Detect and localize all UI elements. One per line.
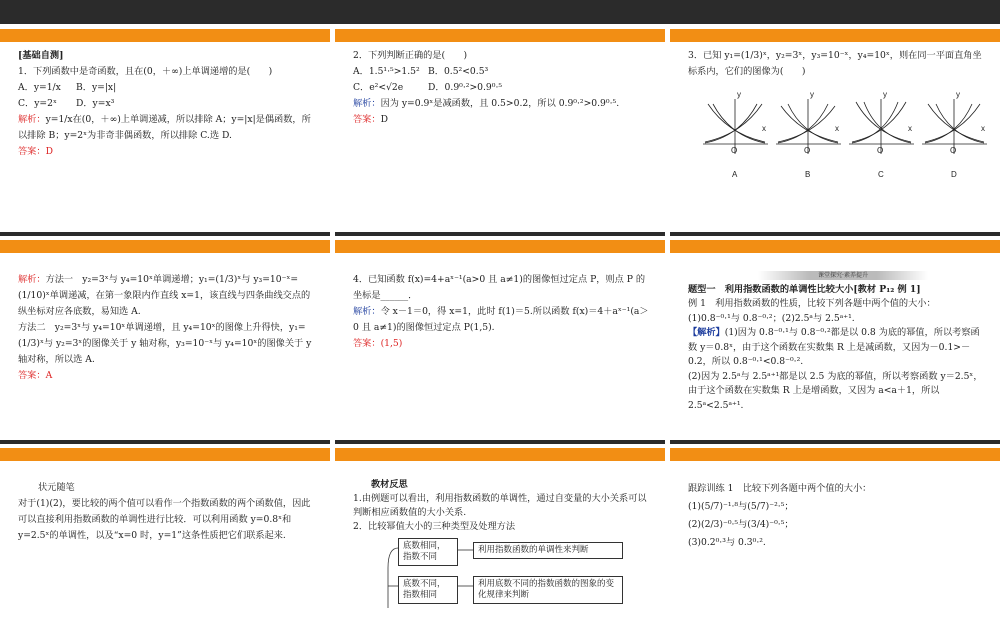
option-d: D．0.9⁰·²>0.9⁰·⁵ bbox=[428, 82, 503, 93]
axis-origin: O bbox=[950, 146, 957, 155]
analysis-part-1: (1)因为 0.8⁻⁰·¹与 0.8⁻⁰·²都是以 0.8 为底的幂值，所以考察函数 y＝0.8ˣ，由于这个函数在实数集 R 上是减函数，又因为－0.1>－0.2，所以 0.8⁻⁰·¹<0.8⁻⁰·². bbox=[688, 327, 980, 367]
tip-text: 对于(1)(2)，要比较的两个值可以看作一个指数函数的两个函数值，因此可以直接利用指数函数的单调性进行比较．可以利用函数 y=0.8ˣ和 y=2.5ˣ的单调性，以及“x=0 时，y=1”这条性质把它们联系起来. bbox=[18, 498, 311, 541]
slide-9-content bbox=[688, 480, 986, 552]
practice-item-3: (3)0.2⁰·³与 0.3⁰·². bbox=[688, 537, 766, 548]
answer-label: 答案： bbox=[18, 370, 46, 381]
graph-label-b[interactable]: B bbox=[805, 170, 811, 179]
diagram-arrows bbox=[458, 538, 474, 608]
answer-label: 答案： bbox=[353, 114, 381, 125]
graph-label-a[interactable]: A bbox=[732, 170, 738, 179]
slide-7-content bbox=[18, 480, 316, 544]
option-d: D．y=x³ bbox=[76, 98, 115, 109]
reflection-p2: 2．比较幂值大小的三种类型及处理方法 bbox=[353, 521, 516, 532]
analysis-label: 【解析】 bbox=[688, 327, 725, 338]
slide-top-bar bbox=[670, 232, 1000, 236]
section-heading: [基础自测] bbox=[18, 50, 64, 61]
method-diagram bbox=[398, 538, 651, 608]
exponential-graphs bbox=[698, 94, 988, 164]
top-bar bbox=[0, 0, 1000, 24]
slide-header-bar bbox=[335, 29, 665, 42]
slide-3-content bbox=[688, 48, 986, 80]
slide-top-bar bbox=[335, 232, 665, 236]
slide-header-bar bbox=[670, 29, 1000, 42]
graph-label-c[interactable]: C bbox=[878, 170, 884, 179]
question-2: 2．下列判断正确的是( ) bbox=[353, 50, 468, 61]
answer-value: D bbox=[380, 114, 388, 125]
method-2: 方法二 y₂=3ˣ与 y₄=10ˣ单调递增，且 y₄=10ˣ的图像上升得快，y₁=(1/3)ˣ与 y₂=3ˣ的图像关于 y 轴对称，y₃=10⁻ˣ与 y₄=10ˣ的图像关于 y 轴对称，所以选 A. bbox=[18, 322, 312, 365]
axis-x: x bbox=[762, 124, 766, 133]
axis-y: y bbox=[810, 90, 814, 99]
section-banner: 课堂探究·素养提升 bbox=[758, 271, 928, 280]
question-1: 1．下列函数中是奇函数，且在(0，＋∞)上单调递增的是( ) bbox=[18, 66, 273, 77]
slide-6-content bbox=[688, 268, 986, 413]
analysis-label: 解析： bbox=[353, 306, 381, 317]
axis-x: x bbox=[908, 124, 912, 133]
answer-label: 答案： bbox=[353, 338, 381, 349]
analysis-text: 令 x－1＝0，得 x=1，此时 f(1)＝5.所以函数 f(x)＝4＋aˣ⁻¹(a＞0 且 a≠1)的图像恒过定点 P(1,5). bbox=[353, 306, 649, 333]
slide-header-bar bbox=[335, 448, 665, 461]
slide-5-content bbox=[353, 272, 651, 352]
slide-8-content bbox=[353, 478, 651, 608]
slide-top-bar bbox=[335, 440, 665, 444]
practice-item-1: (1)(5/7)⁻¹·⁸与(5/7)⁻²·⁵； bbox=[688, 501, 794, 512]
box-same-base: 底数相同，指数不同 bbox=[398, 538, 458, 566]
answer-value: A bbox=[45, 370, 53, 381]
option-c: C．e²<√2e bbox=[353, 82, 404, 93]
axis-y: y bbox=[883, 90, 887, 99]
analysis-label: 解析： bbox=[18, 274, 46, 285]
slide-5[interactable] bbox=[335, 232, 665, 420]
slide-header-bar bbox=[0, 448, 330, 461]
slide-1[interactable] bbox=[0, 24, 330, 212]
tip-title: 状元随笔 bbox=[38, 482, 75, 493]
box-same-base-method: 利用指数函数的单调性来判断 bbox=[473, 542, 623, 559]
option-c: C．y=2ˣ bbox=[18, 98, 57, 109]
practice-title: 跟踪训练 1 比较下列各题中两个值的大小： bbox=[688, 483, 872, 494]
option-a: A．y=1/x bbox=[18, 82, 61, 93]
slide-3[interactable] bbox=[670, 24, 1000, 212]
example-1: 例 1 利用指数函数的性质，比较下列各题中两个值的大小： bbox=[688, 298, 936, 309]
example-items: (1)0.8⁻⁰·¹与 0.8⁻⁰·²；(2)2.5ᵃ与 2.5ᵃ⁺¹. bbox=[688, 312, 855, 324]
slide-header-bar bbox=[0, 29, 330, 42]
slide-header-bar bbox=[0, 240, 330, 253]
reflection-title: 教材反思 bbox=[371, 479, 408, 490]
option-b: B．y=|x| bbox=[76, 82, 117, 93]
analysis-text: 因为 y=0.9ˣ是减函数，且 0.5>0.2，所以 0.9⁰·²>0.9⁰·⁵. bbox=[380, 98, 620, 109]
slide-header-bar bbox=[670, 448, 1000, 461]
axis-y: y bbox=[737, 90, 741, 99]
slide-header-bar bbox=[670, 240, 1000, 253]
section-title: 题型一 利用指数函数的单调性比较大小[教材 P₁₂ 例 1] bbox=[688, 283, 921, 295]
answer-value: (1,5) bbox=[380, 338, 403, 349]
analysis-part-2: (2)因为 2.5ᵃ与 2.5ᵃ⁺¹都是以 2.5 为底的幂值，所以考察函数 y＝2.5ˣ，由于这个函数在实数集 R 上是增函数，又因为 a<a＋1，所以 2.5ᵃ<2.5ᵃ⁺¹. bbox=[688, 370, 983, 411]
answer-label: 答案： bbox=[18, 146, 46, 157]
slide-6[interactable] bbox=[670, 232, 1000, 420]
slide-1-content bbox=[18, 48, 316, 160]
axis-y: y bbox=[956, 90, 960, 99]
option-b: B．0.5²<0.5³ bbox=[428, 66, 489, 77]
box-same-exponent: 底数不同，指数相同 bbox=[398, 576, 458, 604]
axis-origin: O bbox=[804, 146, 811, 155]
slide-top-bar bbox=[0, 232, 330, 236]
slide-2-content bbox=[353, 48, 651, 128]
slide-top-bar bbox=[670, 440, 1000, 444]
answer-value: D bbox=[45, 146, 53, 157]
method-1: 方法一 y₂=3ˣ与 y₄=10ˣ单调递增；y₁=(1/3)ˣ与 y₃=10⁻ˣ=(1/10)ˣ单调递减，在第一象限内作直线 x=1，该直线与四条曲线交点的纵坐标对应各底数，易知选 A. bbox=[18, 274, 311, 317]
axis-x: x bbox=[981, 124, 985, 133]
analysis-label: 解析： bbox=[353, 98, 381, 109]
analysis-label: 解析： bbox=[18, 114, 46, 125]
axis-origin: O bbox=[877, 146, 884, 155]
graph-options bbox=[698, 90, 988, 194]
box-same-exponent-method: 利用底数不同的指数函数的图象的变化规律来判断 bbox=[473, 576, 623, 604]
slide-4[interactable] bbox=[0, 232, 330, 420]
axis-x: x bbox=[835, 124, 839, 133]
slide-4-content bbox=[18, 272, 316, 384]
slide-header-bar bbox=[335, 240, 665, 253]
practice-item-2: (2)(2/3)⁻⁰·⁵与(3/4)⁻⁰·⁵； bbox=[688, 519, 794, 530]
question-3: 3．已知 y₁=(1/3)ˣ，y₂=3ˣ，y₃=10⁻ˣ，y₄=10ˣ，则在同一平面直角坐标系内，它们的图像为( ) bbox=[688, 50, 982, 77]
question-4: 4．已知函数 f(x)=4+aˣ⁻¹(a>0 且 a≠1)的图像恒过定点 P，则点 P 的坐标是______． bbox=[353, 274, 646, 301]
axis-origin: O bbox=[731, 146, 738, 155]
option-a: A．1.5¹·⁵>1.5² bbox=[353, 66, 420, 77]
graph-label-d[interactable]: D bbox=[951, 170, 957, 179]
slide-top-bar bbox=[0, 440, 330, 444]
slide-2[interactable] bbox=[335, 24, 665, 212]
analysis-text: y=1/x在(0，＋∞)上单调递减，所以排除 A；y=|x|是偶函数，所以排除 B；y=2ˣ为非奇非偶函数，所以排除 C.选 D. bbox=[18, 114, 311, 141]
reflection-p1: 1.由例题可以看出，利用指数函数的单调性，通过自变量的大小关系可以判断相应函数值的大小关系. bbox=[353, 493, 647, 518]
